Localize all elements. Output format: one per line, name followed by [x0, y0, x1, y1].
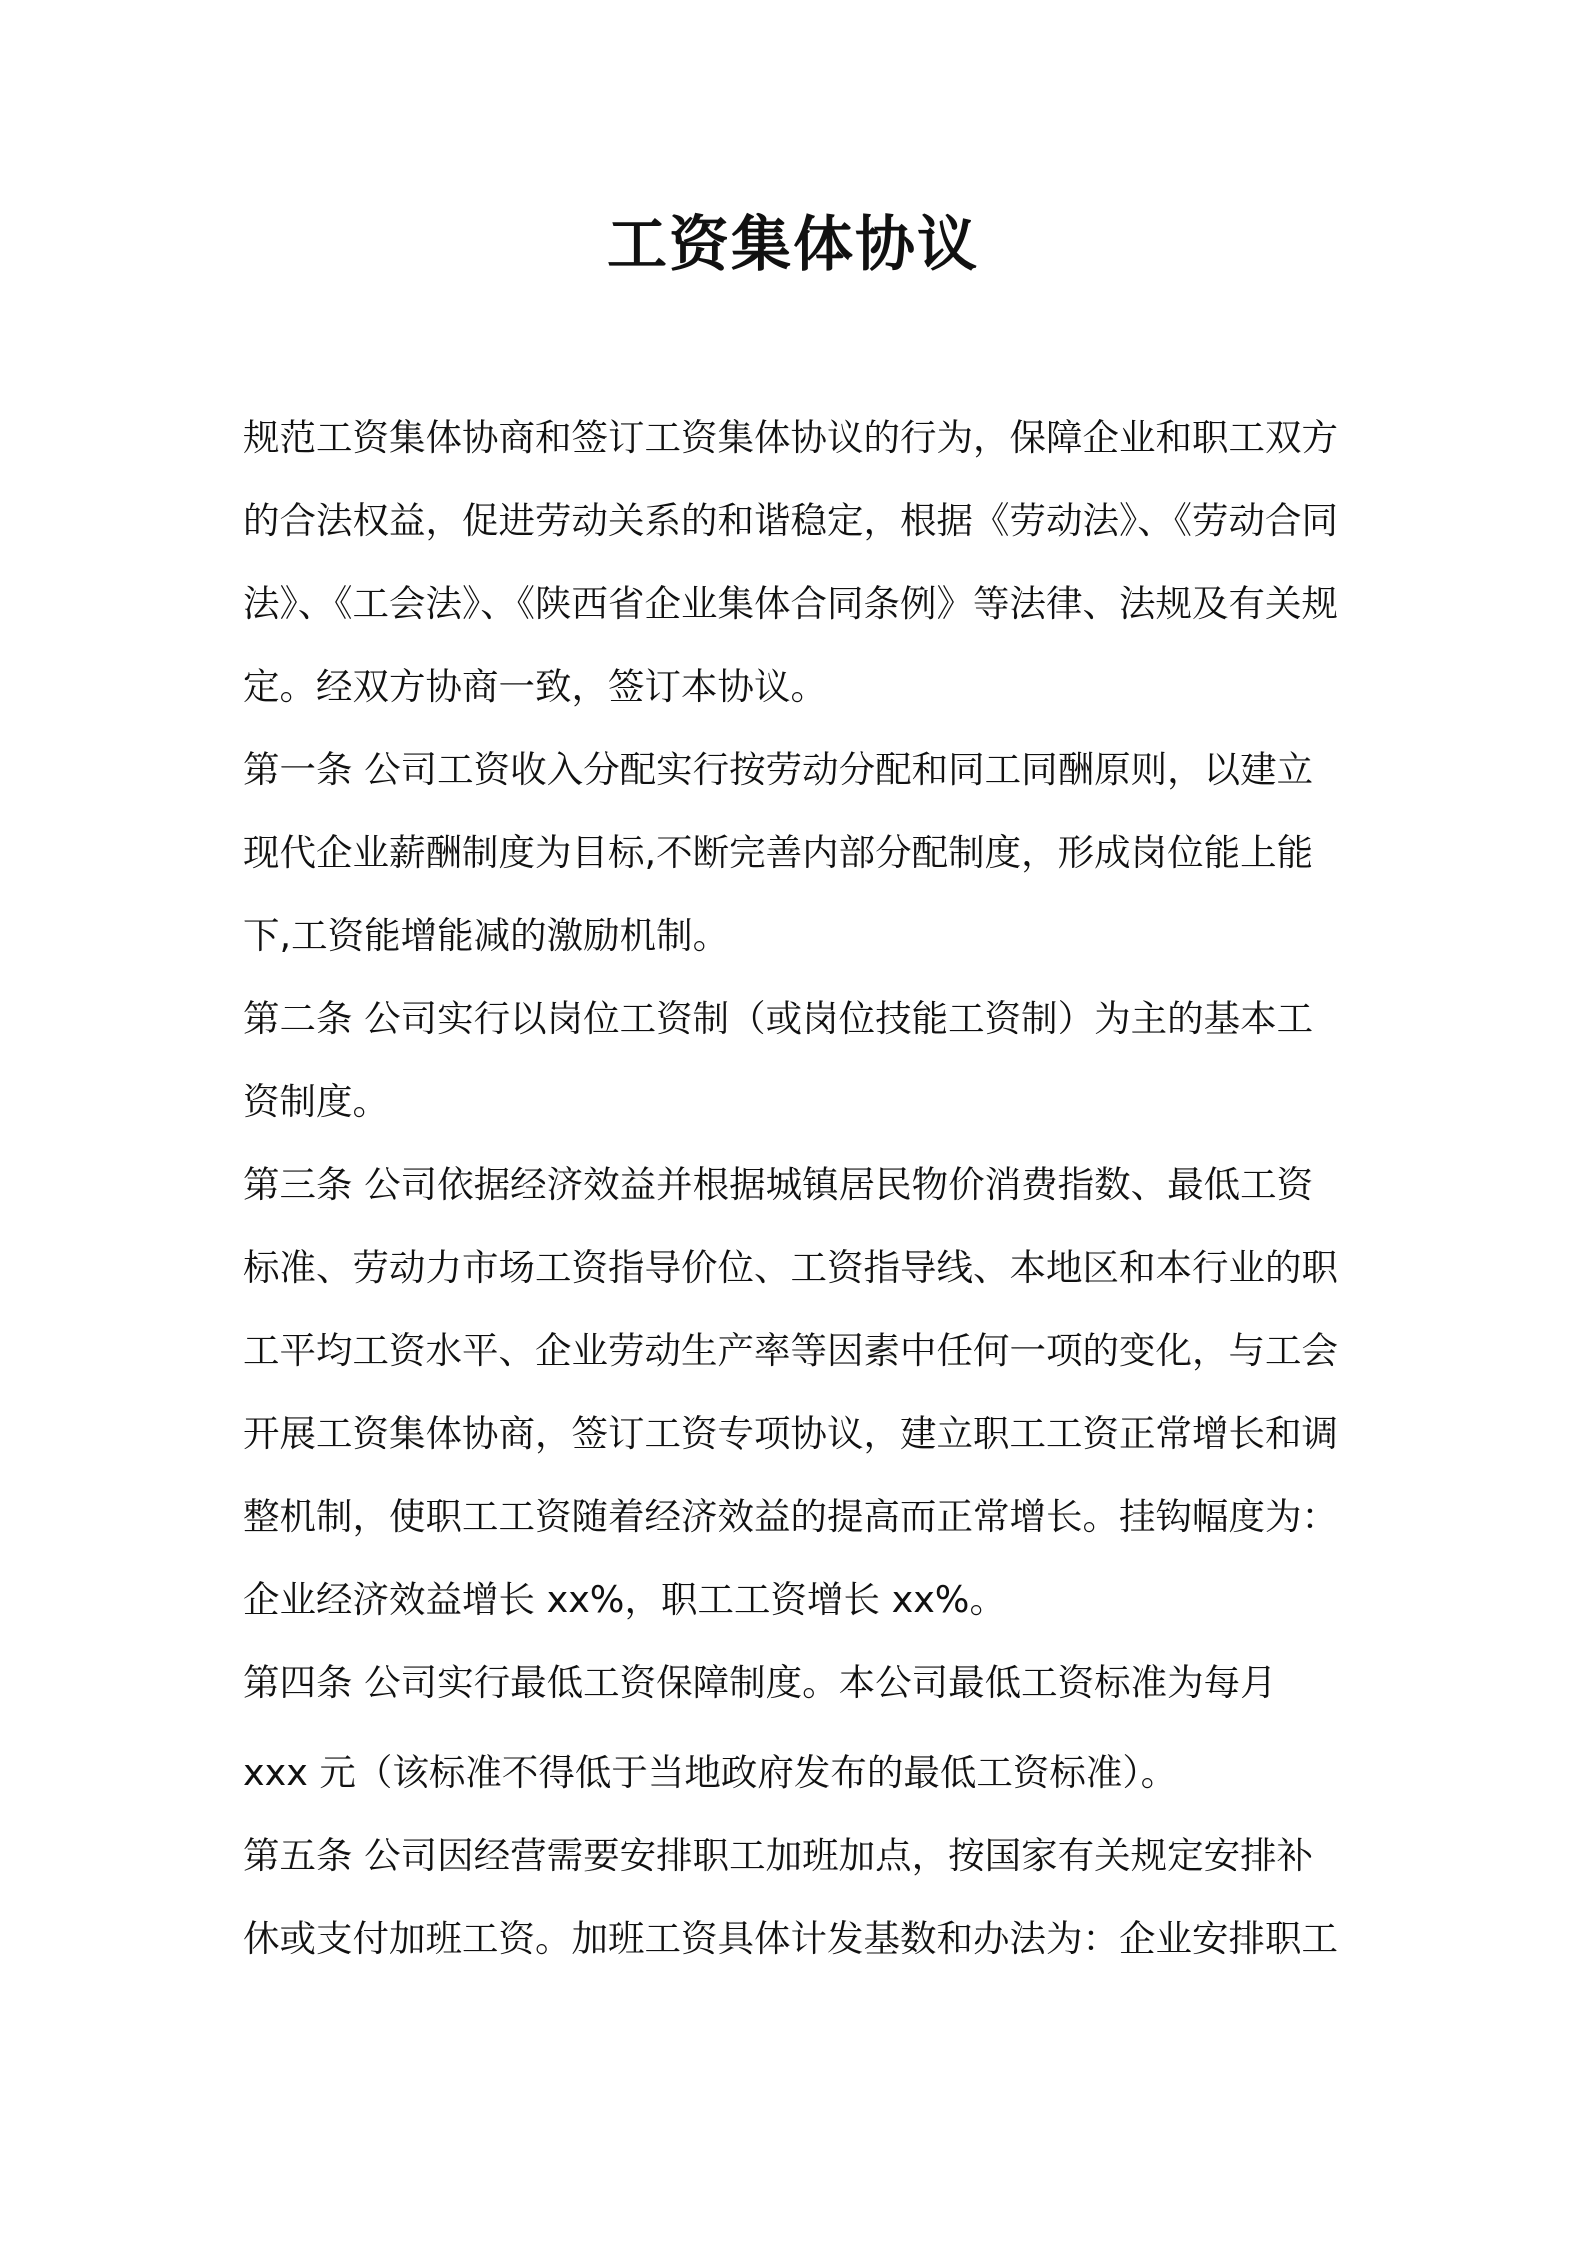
article-3-line: 整机制，使职工工资随着经济效益的提高而正常增长。挂钩幅度为：: [243, 1495, 1338, 1538]
document-body: [243, 396, 1363, 1980]
body-line: 的合法权益，促进劳动关系的和谐稳定，根据《劳动法》、《劳动合同: [243, 499, 1338, 542]
article-2-line: 第二条 公司实行以岗位工资制（或岗位技能工资制）为主的基本工: [243, 997, 1314, 1040]
article-1-line: 下,工资能增能减的激励机制。: [243, 914, 730, 957]
article-3-line: 第三条 公司依据经济效益并根据城镇居民物价消费指数、最低工资: [243, 1163, 1314, 1206]
article-4-line: 第四条 公司实行最低工资保障制度。本公司最低工资标准为每月: [243, 1661, 1277, 1704]
article-3-line: 开展工资集体协商，签订工资专项协议，建立职工工资正常增长和调: [243, 1412, 1338, 1455]
body-line: 规范工资集体协商和签订工资集体协议的行为，保障企业和职工双方: [243, 416, 1338, 459]
article-2-line: 资制度。: [243, 1080, 389, 1123]
article-3-line: 工平均工资水平、企业劳动生产率等因素中任何一项的变化，与工会: [243, 1329, 1338, 1372]
article-3-line: 标准、劳动力市场工资指导价位、工资指导线、本地区和本行业的职: [243, 1246, 1338, 1289]
article-1-line: 第一条 公司工资收入分配实行按劳动分配和同工同酬原则，以建立: [243, 748, 1314, 791]
body-line: 定。经双方协商一致，签订本协议。: [243, 665, 827, 708]
article-1-line: 现代企业薪酬制度为目标,不断完善内部分配制度，形成岗位能上能: [243, 831, 1314, 874]
article-4-line: xxx 元（该标准不得低于当地政府发布的最低工资标准）。: [243, 1751, 1178, 1794]
article-3-line: 企业经济效益增长 xx%，职工工资增长 xx%。: [243, 1578, 1006, 1621]
article-5-line: 休或支付加班工资。加班工资具体计发基数和办法为：企业安排职工: [243, 1917, 1338, 1960]
body-line: 法》、《工会法》、《陕西省企业集体合同条例》等法律、法规及有关规: [243, 582, 1338, 625]
article-5-line: 第五条 公司因经营需要安排职工加班加点，按国家有关规定安排补: [243, 1834, 1314, 1877]
document-title: 工资集体协议: [607, 210, 979, 280]
